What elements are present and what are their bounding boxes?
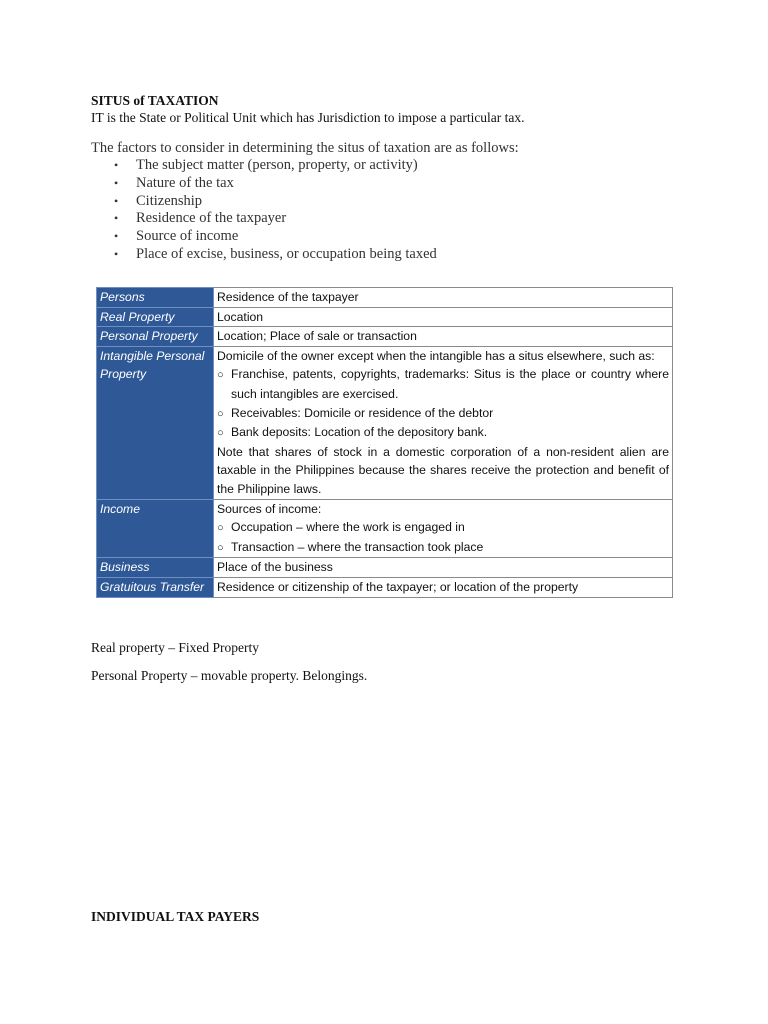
row-value [214,346,673,499]
factor-item: • Place of excise, business, or occupation being taxed [114,245,437,262]
table-row [97,577,673,597]
circle-bullet-icon: ○ [217,427,224,440]
circle-bullet-icon: ○ [217,407,224,420]
sub-item: ○ Receivables: Domicile or residence of the debtor [217,404,669,424]
bullet-icon: • [114,193,119,208]
real-property-note: Real property – Fixed Property [91,640,259,655]
factor-item: • Citizenship [114,192,203,209]
row-key: Gratuitous Transfer [97,577,214,597]
cell-intro: Domicile of the owner except when the intangible has a situs elsewhere, such as: [217,348,655,363]
row-key: Personal Property [97,327,214,347]
row-value: Place of the business [214,558,673,578]
row-key: Intangible Personal Property [97,346,214,499]
table-row [97,558,673,578]
section-heading: SITUS of TAXATION [91,93,219,108]
row-value: Residence or citizenship of the taxpayer; or location of the property [214,577,673,597]
row-value [214,499,673,558]
bullet-icon: • [114,158,119,172]
sub-item: ○ Occupation – where the work is engaged in [217,518,669,538]
row-value: Location [214,307,673,327]
sub-item: ○ Bank deposits: Location of the depository bank. [217,423,669,443]
bullet-icon: • [114,229,119,244]
circle-bullet-icon: ○ [217,522,224,535]
row-key: Real Property [97,307,214,327]
factor-item: • Source of income [114,228,239,245]
personal-property-note: Personal Property – movable property. Belongings. [91,668,368,683]
circle-bullet-icon: ○ [217,541,224,554]
row-key: Persons [97,288,214,308]
situs-table [96,287,673,598]
sub-item: ○ Franchise, patents, copyrights, trademarks: Situs is the place or country where such intangibles are exercised. [217,367,669,401]
factors-intro: The factors to consider in determining the situs of taxation are as follows: [91,140,519,156]
table-row [97,346,673,499]
table-row [97,288,673,308]
definition-text: IT is the State or Political Unit which has Jurisdiction to impose a particular tax. [91,110,525,125]
bullet-icon: • [114,175,119,190]
factors-list [91,157,437,264]
bullet-icon: • [114,246,119,261]
row-key: Income [97,499,214,558]
circle-bullet-icon: ○ [217,369,224,382]
table-row [97,499,673,558]
table-row [97,307,673,327]
cell-intro: Sources of income: [217,501,322,516]
sub-item: ○ Transaction – where the transaction took place [217,538,669,558]
factor-item: • Residence of the taxpayer [114,210,287,227]
table-row [97,327,673,347]
bullet-icon: • [114,211,119,226]
section-heading-individual: INDIVIDUAL TAX PAYERS [91,909,260,924]
cell-note: Note that shares of stock in a domestic corporation of a non-resident alien are taxable in the Philippines because the shares receive the protection and benefit of the Philippine laws. [217,444,669,496]
factor-item: • The subject matter (person, property, or activity) [114,157,418,173]
row-value: Location; Place of sale or transaction [214,327,673,347]
row-value: Residence of the taxpayer [214,288,673,308]
factor-item: • Nature of the tax [114,174,234,191]
row-key: Business [97,558,214,578]
